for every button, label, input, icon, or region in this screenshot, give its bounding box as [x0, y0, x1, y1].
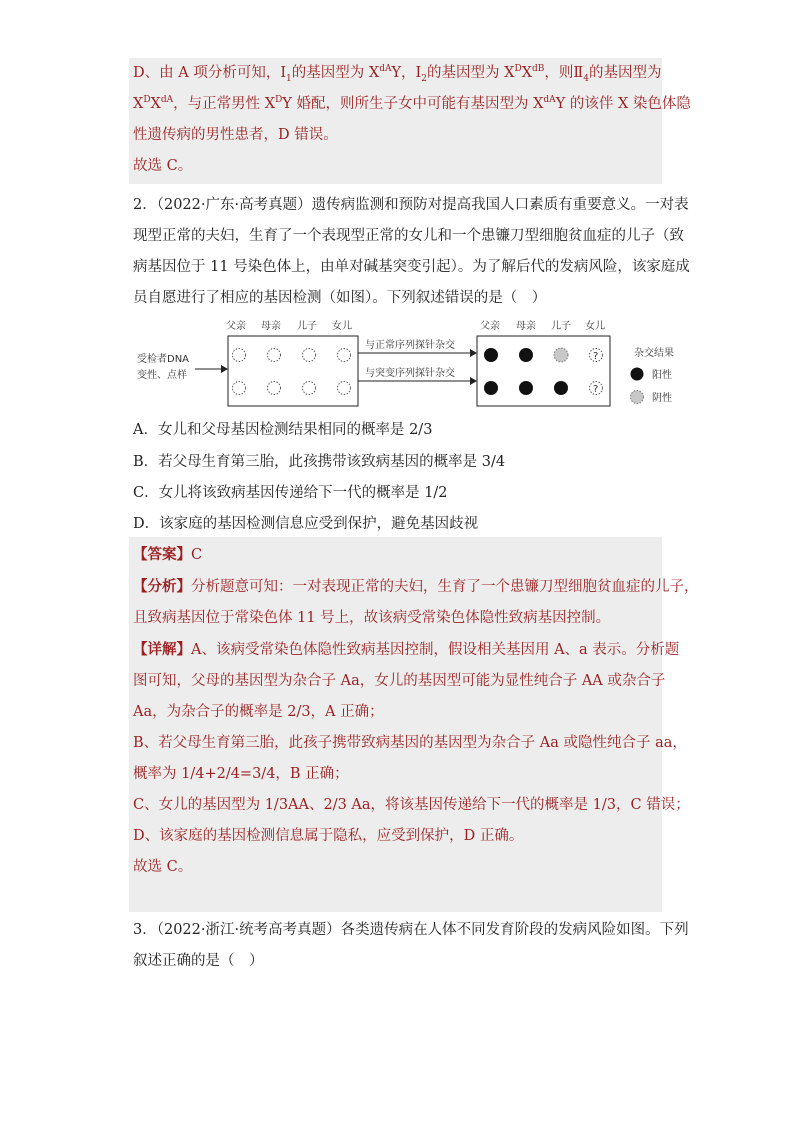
member-label-father-left: 父亲 [226, 321, 246, 332]
daughter-normal-unknown: ? [593, 351, 599, 362]
q2-detail-line-1: 【详解】A、该病受常染色体隐性致病基因控制，假设相关基因用 A、a 表示。分析题 [133, 641, 680, 658]
membrane-before [228, 336, 358, 406]
analysis-tag: 【分析】 [133, 578, 191, 595]
dot-before-mother-top [268, 349, 281, 362]
dot-before-son-bottom [303, 382, 316, 395]
prev-answer-line-2: $X^DX^{dA}$，与正常男性 $X^DY$ 婚配，则所生子女中可能有基因型为 $X^{dA}Y$ 的该伴 X 染色体隐 [133, 95, 691, 112]
member-label-mother-right: 母亲 [516, 321, 536, 332]
member-label-son-left: 儿子 [297, 321, 317, 332]
dots-after [484, 348, 603, 395]
legend-positive-swatch [631, 368, 644, 381]
q2-stem-line-2: 现型正常的夫妇，生育了一个表现型正常的女儿和一个患镰刀型细胞贫血症的儿子（致 [133, 228, 684, 244]
answer-tag: 【答案】 [133, 546, 191, 563]
legend-positive-label: 阳性 [652, 370, 672, 381]
q2-stem-line-1: 2．（2022·广东·高考真题）遗传病监测和预防对提高我国人口素质有重要意义。一对表 [133, 197, 689, 213]
dot-before-father-top [233, 349, 246, 362]
diagram-input-label-2: 变性、点样 [137, 370, 187, 381]
dot-before-daughter-top [338, 349, 351, 362]
q2-detail-line-3: Aa，为杂合子的概率是 2/3，A 正确； [133, 704, 384, 720]
q3-stem-line-1: 3．（2022·浙江·统考高考真题）各类遗传病在人体不同发育阶段的发病风险如图。下列 [133, 922, 689, 938]
dots-before [233, 349, 351, 395]
label-normal-probe: 与正常序列探针杂交 [365, 340, 455, 351]
legend-title: 杂交结果 [634, 348, 674, 359]
q2-detail-line-5: 概率为 1/4+2/4=3/4，B 正确； [133, 766, 349, 782]
q2-detail-line-6: C、女儿的基因型为 1/3AA、2/3 Aa，将该基因传递给下一代的概率是 1/3，C 错误； [133, 797, 690, 813]
q3-stem-line-2: 叙述正确的是（ ） [133, 953, 264, 969]
arrowhead-normal-icon [470, 349, 477, 357]
dot-before-father-bottom [233, 382, 246, 395]
member-label-daughter-left: 女儿 [332, 321, 352, 332]
dot-before-son-top [303, 349, 316, 362]
input-arrowhead-icon [221, 365, 228, 373]
q2-detail-line-2: 图可知，父母的基因型为杂合子 Aa，女儿的基因型可能为显性纯合子 AA 或杂合子 [133, 673, 666, 689]
prev-answer-line-1: D、由 A 项分析可知，$Ⅰ_1$的基因型为 $X^{dA}Y$，$Ⅰ_2$的基因型为 $X^DX^{dB}$，则$Ⅱ_4$的基因型为 [133, 64, 662, 84]
q2-option-a: A．女儿和父母基因检测结果相同的概率是 2/3 [133, 422, 433, 438]
diagram-input-label-1: 受检者DNA [137, 354, 190, 365]
prev-answer-line-3: 性遗传病的男性患者，D 错误。 [133, 127, 338, 143]
dot-before-mother-bottom [268, 382, 281, 395]
q2-analysis-line-2: 且致病基因位于常染色体 11 号上，故该病受常染色体隐性致病基因控制。 [133, 610, 611, 626]
member-label-son-right: 儿子 [551, 321, 571, 332]
q2-stem-line-3: 病基因位于 11 号染色体上，由单对碱基突变引起）。为了解后代的发病风险，该家庭成 [133, 259, 690, 275]
label-mutant-probe: 与突变序列探针杂交 [365, 368, 455, 379]
dot-before-daughter-bottom [338, 382, 351, 395]
gene-test-diagram [133, 310, 693, 410]
legend-negative-label: 阴性 [652, 393, 672, 404]
q2-conclusion: 故选 C。 [133, 859, 193, 875]
dot-after-father-mutant [484, 381, 498, 395]
dot-after-son-normal [554, 348, 568, 362]
q2-analysis-line-1: 【分析】分析题意可知：一对表现正常的夫妇，生育了一个患镰刀型细胞贫血症的儿子， [133, 578, 699, 595]
q2-option-d: D．该家庭的基因检测信息应受到保护，避免基因歧视 [133, 516, 479, 532]
dot-after-son-mutant [554, 381, 568, 395]
member-label-mother-left: 母亲 [261, 321, 281, 332]
dot-after-father-normal [484, 348, 498, 362]
q2-detail-line-7: D、该家庭的基因检测信息属于隐私，应受到保护，D 正确。 [133, 828, 524, 844]
member-label-father-right: 父亲 [480, 321, 500, 332]
prev-answer-conclusion: 故选 C。 [133, 158, 193, 174]
legend-negative-swatch [631, 391, 644, 404]
q2-answer: 【答案】C [133, 546, 203, 563]
q2-option-c: C．女儿将该致病基因传递给下一代的概率是 1/2 [133, 485, 448, 501]
arrowhead-mutant-icon [470, 377, 477, 385]
membrane-after [477, 336, 610, 406]
q2-stem-line-4: 员自愿进行了相应的基因检测（如图）。下列叙述错误的是（ ） [133, 290, 547, 306]
member-label-daughter-right: 女儿 [585, 321, 605, 332]
q2-detail-line-4: B、若父母生育第三胎，此孩子携带致病基因的基因型为杂合子 Aa 或隐性纯合子 aa， [133, 735, 687, 751]
detail-tag: 【详解】 [133, 641, 191, 658]
q2-option-b: B．若父母生育第三胎，此孩携带该致病基因的概率是 3/4 [133, 454, 506, 470]
dot-after-mother-normal [519, 348, 533, 362]
dot-after-mother-mutant [519, 381, 533, 395]
daughter-mutant-unknown: ? [593, 384, 599, 395]
